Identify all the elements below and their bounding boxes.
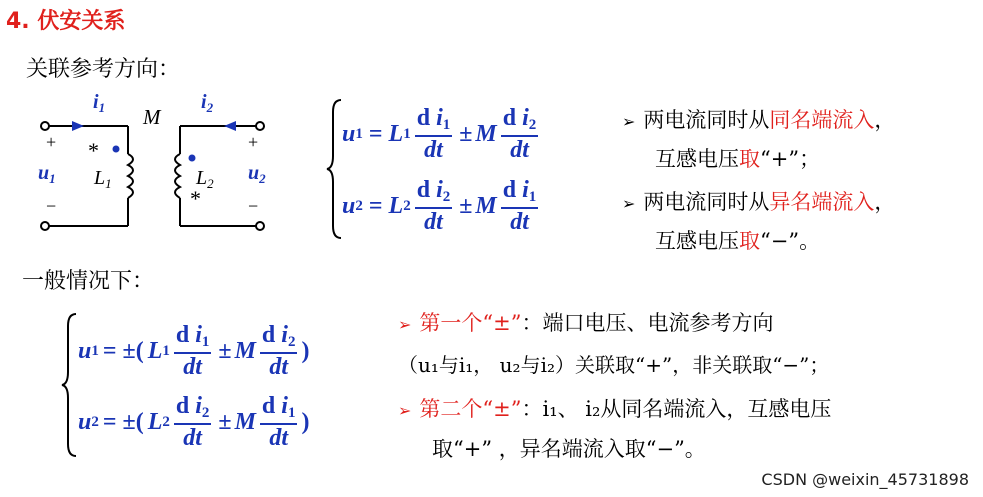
page-title: 4. 伏安关系 — [6, 9, 126, 34]
arrow-i2-icon — [224, 121, 236, 131]
coupled-inductor-circuit — [30, 86, 290, 246]
plus-minus-sign: ± — [459, 120, 473, 147]
triangle-right-icon: ➢ — [398, 401, 412, 420]
eq-symbol: u — [342, 120, 356, 147]
eq-sub: 2 — [355, 197, 363, 214]
terminal-left-bottom — [41, 222, 49, 230]
triangle-right-icon: ➢ — [398, 315, 412, 334]
arrow-i1-icon — [72, 121, 84, 131]
label-L1: $L_1$ — [94, 167, 112, 191]
minus-right: − — [248, 196, 259, 216]
dot-marker-L1 — [113, 146, 120, 153]
eq-symbol: u — [342, 192, 356, 219]
derivative-di2-dt: $\frac{d i_2}{dt}$ — [175, 393, 210, 451]
note-second-pm: ➢ 第二个“±”：i₁、 i₂从同名端流入，互感电压 — [398, 397, 832, 421]
derivative-di2-dt: $\frac{d i_2}{dt}$ — [416, 177, 451, 235]
dot-marker-L2 — [189, 155, 196, 162]
eq-sub: 1 — [403, 125, 411, 142]
brace-bottom — [60, 312, 80, 458]
derivative-di1-dt: $\frac{d i_1}{dt}$ — [175, 322, 210, 380]
plus-left: + — [46, 132, 57, 152]
derivative-di1-dt: $\frac{d i_1}{dt}$ — [416, 105, 451, 163]
equation-u2-associated — [342, 178, 542, 235]
plus-minus-sign: ± — [459, 192, 473, 219]
triangle-right-icon: ➢ — [622, 194, 636, 213]
terminal-left-top — [41, 122, 49, 130]
eq-M: M — [475, 192, 497, 219]
note-second-pm-detail: 取“+” ，异名端流入取“−”。 — [432, 437, 706, 461]
terminal-right-top — [256, 122, 264, 130]
minus-left: − — [46, 196, 57, 216]
equation-u1-general: u 1 = ±( L 1 $\frac{d i_1}{dt}$ ± M $\frac{d i_2}{dt}$ ) — [78, 322, 310, 380]
label-i1: $i_1$ — [93, 91, 106, 115]
coil-L2 — [175, 154, 180, 198]
label-i2: $i_2$ — [201, 91, 214, 115]
eq-L: L — [388, 120, 404, 147]
label-mutual-M: M — [143, 105, 161, 129]
note-same-terminal-result: 互感电压取“+”； — [655, 147, 821, 171]
label-u2: $u_2$ — [248, 162, 266, 186]
star-marker-L1: * — [88, 138, 99, 163]
eq-L: L — [388, 192, 404, 219]
derivative-di1-dt: $\frac{d i_1}{dt}$ — [261, 393, 296, 451]
note-first-pm-detail: （u₁与i₁， u₂与i₂）关联取“+”，非关联取“−”； — [398, 353, 830, 377]
eq-sub: 1 — [355, 125, 363, 142]
star-marker-L2: * — [190, 186, 201, 211]
derivative-di2-dt: $\frac{d i_2}{dt}$ — [502, 105, 537, 163]
coil-L1 — [128, 154, 133, 198]
terminal-right-bottom — [256, 222, 264, 230]
equation-u2-general: u 2 = ±( L 2 $\frac{d i_2}{dt}$ ± M $\frac{d i_1}{dt}$ ) — [78, 393, 310, 451]
eq-equals: = — [368, 120, 383, 147]
eq-M: M — [475, 120, 497, 147]
note-first-pm: ➢ 第一个“±”：端口电压、电流参考方向 — [398, 311, 774, 335]
eq-equals: = — [368, 192, 383, 219]
triangle-right-icon: ➢ — [622, 112, 636, 131]
equation-u1-associated — [342, 106, 542, 163]
eq-equals-pm: = ±( — [102, 337, 144, 364]
note-opposite-terminal-result: 互感电压取“−”。 — [655, 229, 821, 253]
plus-right: + — [248, 132, 259, 152]
note-opposite-terminal: ➢ 两电流同时从异名端流入， — [622, 190, 896, 214]
label-L2: $L_2$ — [196, 167, 214, 191]
derivative-di2-dt: $\frac{d i_2}{dt}$ — [261, 322, 296, 380]
eq-sub: 2 — [403, 197, 411, 214]
section-label-general: 一般情况下： — [22, 269, 155, 294]
csdn-watermark: CSDN @weixin_45731898 — [761, 470, 969, 489]
derivative-di1-dt: $\frac{d i_1}{dt}$ — [502, 177, 537, 235]
section-label-associated: 关联参考方向： — [26, 57, 181, 82]
label-u1: $u_1$ — [38, 162, 56, 186]
eq-equals-pm: = ±( — [102, 408, 144, 435]
note-same-terminal: ➢ 两电流同时从同名端流入， — [622, 108, 896, 132]
